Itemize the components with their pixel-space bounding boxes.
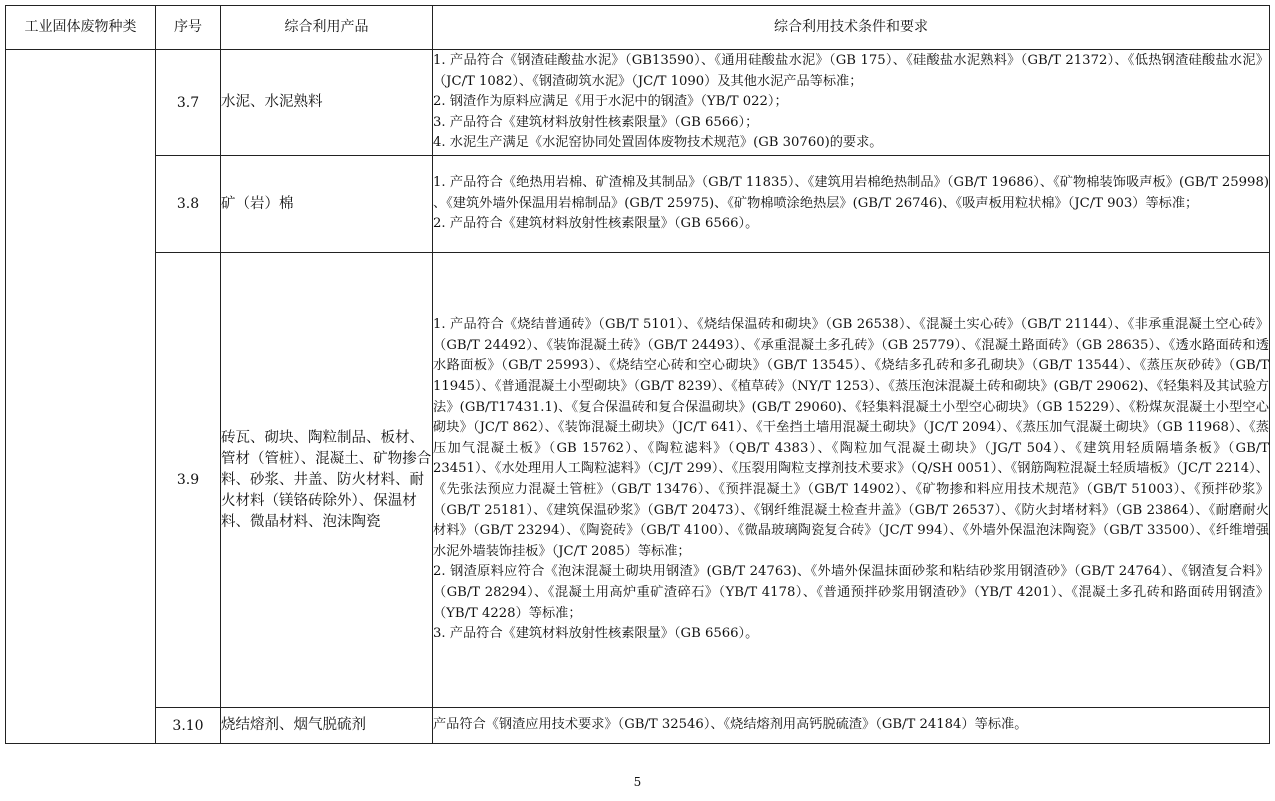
row-index: 3.8	[156, 156, 221, 253]
row-index: 3.10	[156, 708, 221, 744]
requirement-item: 1. 产品符合《绝热用岩棉、矿渣棉及其制品》（GB/T 11835）、《建筑用岩棉绝热制品》（GB/T 19686）、《矿物棉装饰吸声板》(GB/T 25998) 、《建筑外墙外保温用岩棉制品》(GB/T 25975)、《矿物棉喷涂绝热层》(GB/T 26746)、《吸声板用粒状棉》（JC/T 903）等标准；	[433, 175, 1269, 211]
requirement-item: 2. 钢渣原料应符合《泡沫混凝土砌块用钢渣》(GB/T 24763)、《外墙外保温抹面砂浆和粘结砂浆用钢渣砂》（GB/T 24764）、《钢渣复合料》（GB/T 28294）、《混凝土用高炉重矿渣碎石》（YB/T 4178）、《普通预拌砂浆用钢渣砂》（YB/T 4201）、《混凝土多孔砖和路面砖用钢渣》（YB/T 4228）等标准；	[433, 564, 1269, 621]
requirement-item: 1. 产品符合《烧结普通砖》（GB/T 5101）、《烧结保温砖和砌块》（GB 26538）、《混凝土实心砖》（GB/T 21144）、《非承重混凝土空心砖》（GB/T 24492）、《装饰混凝土砖》（GB/T 24493）、《承重混凝土多孔砖》（GB 25779）、《混凝土路面砖》（GB 28635）、《透水路面砖和透水路面板》（GB/T 25993）、《烧结空心砖和空心砌块》（GB/T 13545）、《烧结多孔砖和多孔砌块》（GB/T 13544）、《蒸压灰砂砖》（GB/T 11945）、《普通混凝土小型砌块》（GB/T 8239）、《植草砖》（NY/T 1253）、《蒸压泡沫混凝土砖和砌块》(GB/T 29062)、《轻集料及其试验方法》(GB/T17431.1)、《复合保温砖和复合保温砌块》(GB/T 29060)、《轻集料混凝土小型空心砌块》（GB 15229）、《粉煤灰混凝土小型空心砌块》（JC/T 862）、《装饰混凝土砌块》（JC/T 641）、《干垒挡土墙用混凝土砌块》（JC/T 2094）、《蒸压加气混凝土砌块》（GB 11968）、《蒸压加气混凝土板》（GB 15762）、《陶粒滤料》（QB/T 4383）、《陶粒加气混凝土砌块》（JG/T 504）、《建筑用轻质隔墙条板》（GB/T 23451）、《水处理用人工陶粒滤料》（CJ/T 299）、《压裂用陶粒支撑剂技术要求》（Q/SH 0051）、《钢筋陶粒混凝土轻质墙板》（JC/T 2214）、《先张法预应力混凝土管桩》（GB/T 13476）、《预拌混凝土》（GB/T 14902）、《矿物掺和料应用技术规范》（GB/T 51003）、《预拌砂浆》（GB/T 25181）、《建筑保温砂浆》（GB/T 20473）、《钢纤维混凝土检查井盖》（GB/T 26537）、《防火封堵材料》（GB 23864）、《耐磨耐火材料》（GB/T 23294）、《陶瓷砖》（GB/T 4100）、《微晶玻璃陶瓷复合砖》（JC/T 994）、《外墙外保温泡沫陶瓷》（GB/T 33500）、《纤维增强水泥外墙装饰挂板》（JC/T 2085）等标准；	[433, 317, 1269, 559]
header-requirement: 综合利用技术条件和要求	[433, 6, 1270, 50]
table-row	[6, 253, 1270, 708]
row-index: 3.9	[156, 253, 221, 708]
header-category: 工业固体废物种类	[6, 6, 156, 50]
page-number: 5	[633, 775, 642, 789]
requirement-item: 4. 水泥生产满足《水泥窑协同处置固体废物技术规范》(GB 30760)的要求。	[433, 135, 883, 151]
category-cell	[6, 50, 156, 744]
standards-table	[5, 5, 1270, 744]
requirement-item: 3. 产品符合《建筑材料放射性核素限量》（GB 6566）。	[433, 626, 759, 642]
header-row	[6, 6, 1270, 50]
table-row	[6, 50, 1270, 156]
header-index: 序号	[156, 6, 221, 50]
table-row	[6, 156, 1270, 253]
row-product: 水泥、水泥熟料	[221, 50, 433, 156]
row-index: 3.7	[156, 50, 221, 156]
row-requirements	[433, 253, 1270, 708]
header-product: 综合利用产品	[221, 6, 433, 50]
requirement-item: 2. 钢渣作为原料应满足《用于水泥中的钢渣》（YB/T 022）；	[433, 94, 788, 110]
row-product: 砖瓦、砌块、陶粒制品、板材、管材（管桩）、混凝土、矿物掺合料、砂浆、井盖、防火材料、耐火材料（镁铬砖除外）、保温材料、微晶材料、泡沫陶瓷	[221, 253, 433, 708]
table-row	[6, 708, 1270, 744]
requirement-item: 2. 产品符合《建筑材料放射性核素限量》（GB 6566）。	[433, 216, 759, 232]
requirement-item: 3. 产品符合《建筑材料放射性核素限量》（GB 6566）；	[433, 114, 759, 130]
row-product: 烧结熔剂、烟气脱硫剂	[221, 708, 433, 744]
requirement-item: 1. 产品符合《钢渣硅酸盐水泥》（GB13590）、《通用硅酸盐水泥》（GB 175）、《硅酸盐水泥熟料》（GB/T 21372）、《低热钢渣硅酸盐水泥》（JC/T 1082）、《钢渣砌筑水泥》（JC/T 1090）及其他水泥产品等标准；	[433, 53, 1269, 89]
row-requirements	[433, 156, 1270, 253]
row-requirements	[433, 708, 1270, 744]
row-requirements	[433, 50, 1270, 156]
row-product: 矿（岩）棉	[221, 156, 433, 253]
requirement-item: 产品符合《钢渣应用技术要求》（GB/T 32546）、《烧结熔剂用高钙脱硫渣》（GB/T 24184）等标准。	[433, 717, 1028, 733]
